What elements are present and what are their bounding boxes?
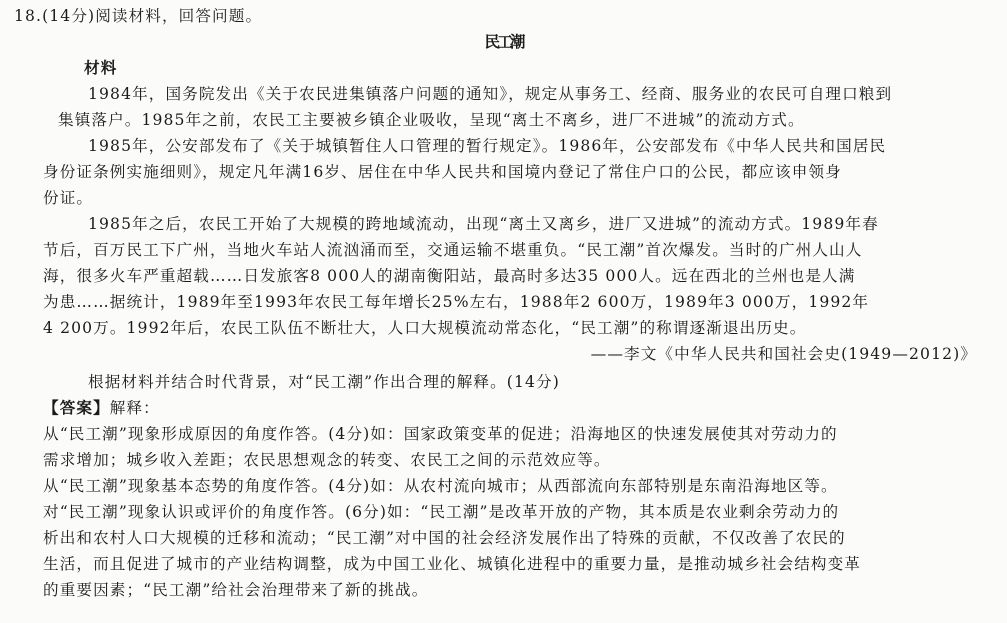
material-line: 节后，百万民工下广州，当地火车站人流汹涌而至，交通运输不堪重负。“民工潮”首次爆发。当时的广州人山人 [43,241,863,259]
material-line: 海，很多火车严重超载……日发旅客8 000人的湖南衡阳站，最高时多达35 000人。远在西北的兰州也是人满 [43,267,856,285]
answer-line: 生活，而且促进了城市的产业结构调整，成为中国工业化、城镇化进程中的重要力量，是推动城乡社会结构变革 [43,555,861,573]
question-prompt: 根据材料并结合时代背景，对“民工潮”作出合理的解释。(14分) [88,373,560,391]
material-line: 集镇落户。1985年之前，农民工主要被乡镇企业吸收，呈现“离土不离乡，进厂不进城”的流动方式。 [58,111,805,129]
answer-line: 需求增加；城乡收入差距；农民思想观念的转变、农民工之间的示范效应等。 [43,451,611,469]
answer-line: 的重要因素；“民工潮”给社会治理带来了新的挑战。 [43,581,429,599]
answer-line: 从“民工潮”现象基本态势的角度作答。(4分)如：从农村流向城市；从西部流向东部特别是东南沿海地区等。 [43,477,838,495]
material-line: 4 200万。1992年后，农民工队伍不断壮大，人口大规模流动常态化，“民工潮”的称谓逐渐退出历史。 [43,319,807,337]
question-header: 18.(14分)阅读材料，回答问题。 [14,7,263,25]
answer-intro: 解释： [109,399,160,417]
answer-heading [43,398,160,418]
answer-line: 从“民工潮”现象形成原因的角度作答。(4分)如：国家政策变革的促进；沿海地区的快速发展使其对劳动力的 [43,425,838,443]
material-line: 份证。 [43,189,94,207]
material-line: 身份证条例实施细则》，规定凡年满16岁、居住在中华人民共和国境内登记了常住户口的公民，都应该申领身 [43,163,842,181]
material-title: 民工潮 [484,32,523,51]
answer-label: 【答案】 [43,398,110,417]
material-line: 1984年，国务院发出《关于农民进集镇落户问题的通知》，规定从事务工、经商、服务业的农民可自理口粮到 [88,85,893,103]
answer-line: 析出和农村人口大规模的迁移和流动；“民工潮”对中国的社会经济发展作出了特殊的贡献，不仅改善了农民的 [43,529,846,547]
material-line: 1985年之后，农民工开始了大规模的跨地域流动，出现“离土又离乡，进厂又进城”的流动方式。1989年春 [88,215,879,233]
answer-line: 对“民工潮”现象认识或评价的角度作答。(6分)如：“民工潮”是改革开放的产物，其本质是农业剩余劳动力的 [43,503,840,521]
material-label: 材料 [84,58,118,77]
source-citation: ——李文《中华人民共和国社会史(1949—2012)》 [590,345,977,363]
material-line: 为患……据统计，1989年至1993年农民工每年增长25%左右，1988年2 600万，1989年3 000万，1992年 [43,293,870,311]
material-line: 1985年，公安部发布了《关于城镇暂住人口管理的暂行规定》。1986年，公安部发布《中华人民共和国居民 [88,137,887,155]
